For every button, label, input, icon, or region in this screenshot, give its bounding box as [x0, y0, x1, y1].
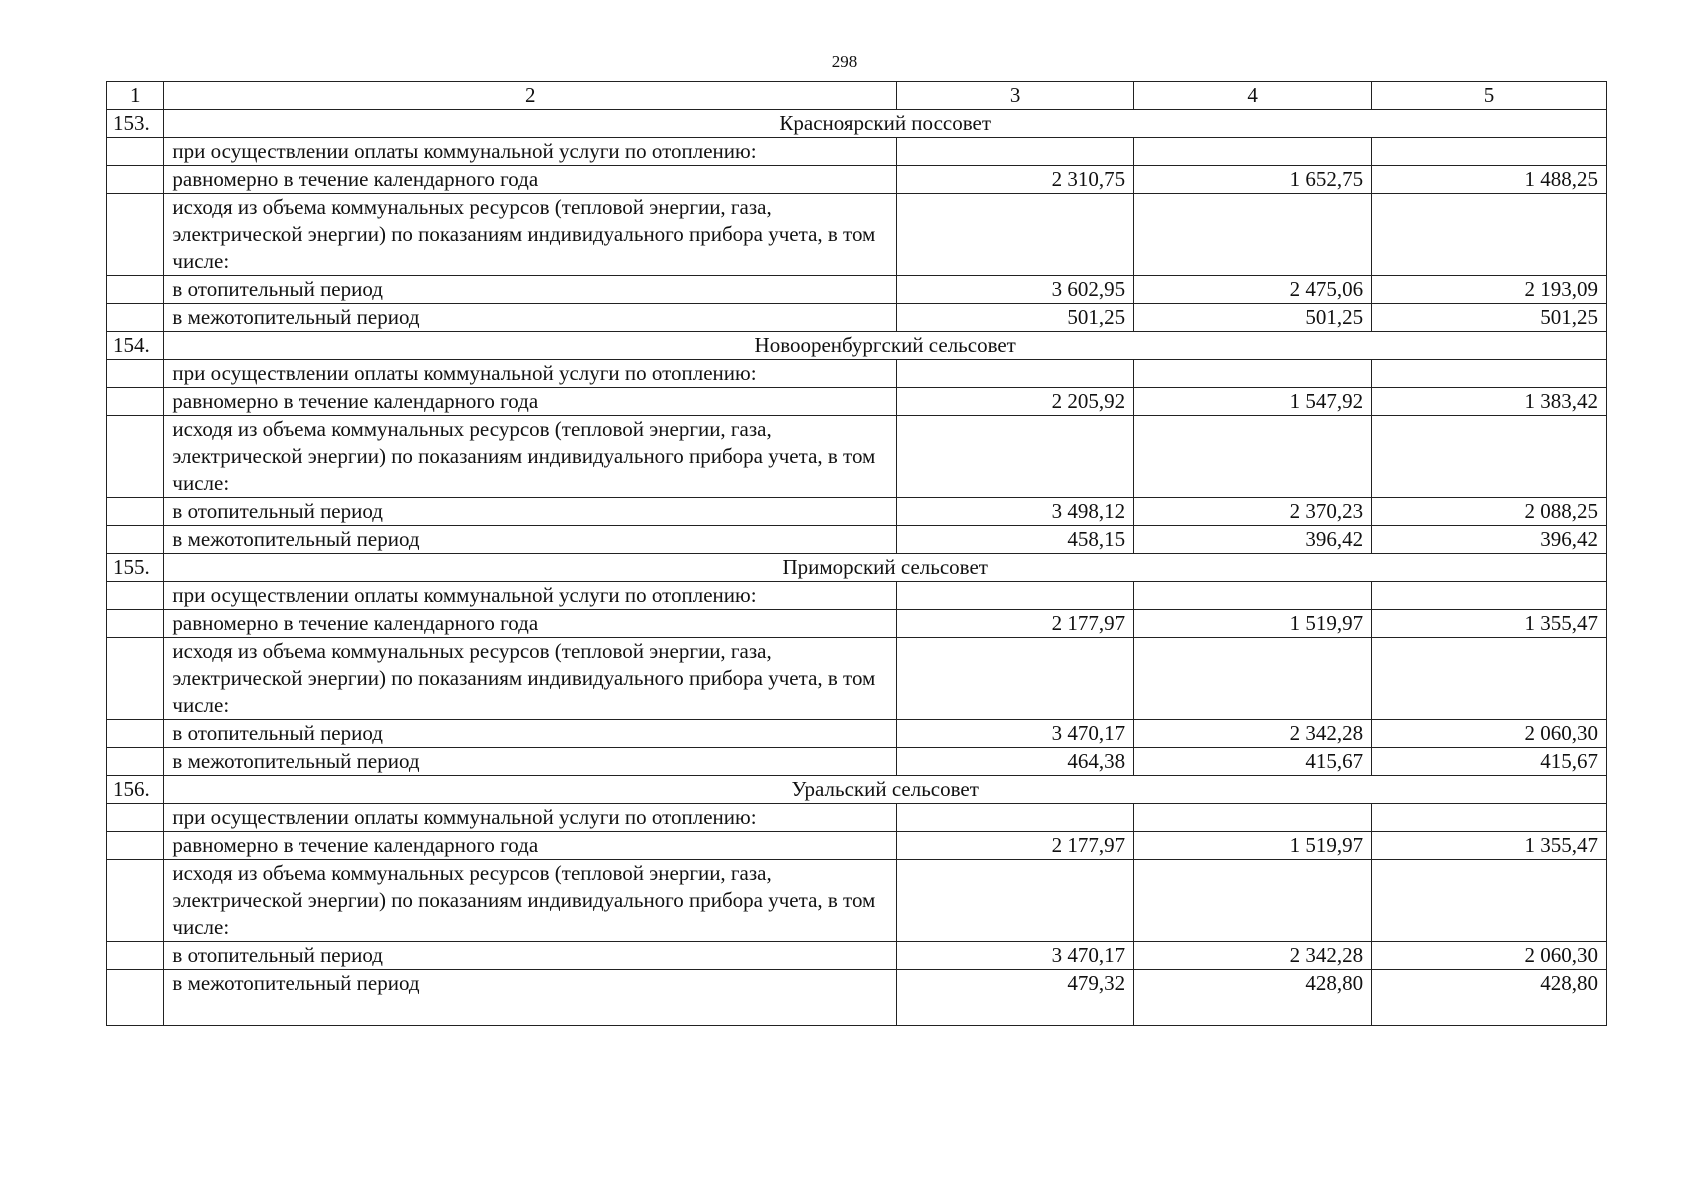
row-number-cell — [107, 970, 164, 1026]
value-cell — [897, 582, 1134, 610]
row-label: в отопительный период — [164, 942, 897, 970]
section-number: 154. — [107, 332, 164, 360]
value-cell: 2 193,09 — [1372, 276, 1607, 304]
table-row — [107, 638, 1607, 720]
table-row — [107, 526, 1607, 554]
value-cell — [1134, 582, 1372, 610]
row-number-cell — [107, 360, 164, 388]
value-cell — [1372, 194, 1607, 276]
row-number-cell — [107, 498, 164, 526]
row-label: в межотопительный период — [164, 526, 897, 554]
value-cell: 415,67 — [1134, 748, 1372, 776]
value-cell — [1134, 804, 1372, 832]
row-number-cell — [107, 610, 164, 638]
table-row — [107, 276, 1607, 304]
table-row — [107, 416, 1607, 498]
column-header: 4 — [1134, 82, 1372, 110]
row-number-cell — [107, 166, 164, 194]
value-cell: 2 342,28 — [1134, 942, 1372, 970]
row-number-cell — [107, 638, 164, 720]
value-cell: 501,25 — [1372, 304, 1607, 332]
row-label: в межотопительный период — [164, 748, 897, 776]
table-row — [107, 610, 1607, 638]
row-label: исходя из объема коммунальных ресурсов (тепловой энергии, газа, электрической энергии) по показаниям индивидуального прибора учета, в том числе: — [164, 416, 897, 498]
table-row — [107, 832, 1607, 860]
row-label: в отопительный период — [164, 720, 897, 748]
value-cell — [1134, 860, 1372, 942]
row-number-cell — [107, 416, 164, 498]
value-cell — [897, 804, 1134, 832]
section-title: Новооренбургский сельсовет — [164, 332, 1607, 360]
row-label: в межотопительный период — [164, 304, 897, 332]
row-number-cell — [107, 720, 164, 748]
section-row — [107, 554, 1607, 582]
table-row — [107, 194, 1607, 276]
row-number-cell — [107, 388, 164, 416]
row-label: при осуществлении оплаты коммунальной услуги по отоплению: — [164, 138, 897, 166]
value-cell — [1372, 416, 1607, 498]
row-number-cell — [107, 860, 164, 942]
value-cell: 2 177,97 — [897, 832, 1134, 860]
row-number-cell — [107, 194, 164, 276]
table-row — [107, 582, 1607, 610]
value-cell — [1372, 138, 1607, 166]
column-header: 2 — [164, 82, 897, 110]
table-row — [107, 970, 1607, 1026]
row-number-cell — [107, 276, 164, 304]
value-cell — [897, 360, 1134, 388]
value-cell: 415,67 — [1372, 748, 1607, 776]
value-cell: 428,80 — [1372, 970, 1607, 1026]
table-row — [107, 748, 1607, 776]
value-cell: 2 060,30 — [1372, 942, 1607, 970]
value-cell: 2 177,97 — [897, 610, 1134, 638]
row-label: равномерно в течение календарного года — [164, 832, 897, 860]
row-label: в отопительный период — [164, 276, 897, 304]
section-title: Красноярский поссовет — [164, 110, 1607, 138]
value-cell: 428,80 — [1134, 970, 1372, 1026]
value-cell — [1372, 360, 1607, 388]
column-header: 1 — [107, 82, 164, 110]
value-cell: 2 475,06 — [1134, 276, 1372, 304]
value-cell — [897, 638, 1134, 720]
value-cell: 464,38 — [897, 748, 1134, 776]
section-number: 155. — [107, 554, 164, 582]
value-cell — [1134, 360, 1372, 388]
row-label: при осуществлении оплаты коммунальной услуги по отоплению: — [164, 804, 897, 832]
section-title: Приморский сельсовет — [164, 554, 1607, 582]
value-cell — [1134, 638, 1372, 720]
value-cell: 501,25 — [1134, 304, 1372, 332]
row-label: исходя из объема коммунальных ресурсов (тепловой энергии, газа, электрической энергии) по показаниям индивидуального прибора учета, в том числе: — [164, 860, 897, 942]
table-row — [107, 860, 1607, 942]
value-cell: 1 652,75 — [1134, 166, 1372, 194]
value-cell — [1372, 638, 1607, 720]
value-cell: 3 470,17 — [897, 720, 1134, 748]
row-label: в отопительный период — [164, 498, 897, 526]
value-cell — [897, 416, 1134, 498]
value-cell — [1372, 804, 1607, 832]
value-cell: 479,32 — [897, 970, 1134, 1026]
section-row — [107, 776, 1607, 804]
column-header-row — [107, 82, 1607, 110]
value-cell: 2 060,30 — [1372, 720, 1607, 748]
section-number: 153. — [107, 110, 164, 138]
row-label: равномерно в течение календарного года — [164, 166, 897, 194]
value-cell — [1134, 194, 1372, 276]
value-cell — [897, 860, 1134, 942]
value-cell — [1134, 416, 1372, 498]
column-header: 3 — [897, 82, 1134, 110]
table-row — [107, 360, 1607, 388]
value-cell: 2 205,92 — [897, 388, 1134, 416]
column-header: 5 — [1372, 82, 1607, 110]
value-cell: 1 519,97 — [1134, 832, 1372, 860]
tariff-table — [106, 81, 1607, 1026]
row-label: в межотопительный период — [164, 970, 897, 1026]
row-label: равномерно в течение календарного года — [164, 388, 897, 416]
table-row — [107, 388, 1607, 416]
row-label: при осуществлении оплаты коммунальной услуги по отоплению: — [164, 360, 897, 388]
row-number-cell — [107, 138, 164, 166]
table-row — [107, 942, 1607, 970]
value-cell: 396,42 — [1134, 526, 1372, 554]
row-label: исходя из объема коммунальных ресурсов (тепловой энергии, газа, электрической энергии) по показаниям индивидуального прибора учета, в том числе: — [164, 638, 897, 720]
row-label: исходя из объема коммунальных ресурсов (тепловой энергии, газа, электрической энергии) по показаниям индивидуального прибора учета, в том числе: — [164, 194, 897, 276]
value-cell: 458,15 — [897, 526, 1134, 554]
value-cell: 501,25 — [897, 304, 1134, 332]
value-cell: 3 498,12 — [897, 498, 1134, 526]
row-label: равномерно в течение календарного года — [164, 610, 897, 638]
page-number: 298 — [831, 52, 858, 71]
value-cell — [1134, 138, 1372, 166]
table-row — [107, 720, 1607, 748]
section-row — [107, 110, 1607, 138]
row-number-cell — [107, 804, 164, 832]
table-row — [107, 166, 1607, 194]
value-cell — [1372, 860, 1607, 942]
row-number-cell — [107, 304, 164, 332]
row-label: при осуществлении оплаты коммунальной услуги по отоплению: — [164, 582, 897, 610]
value-cell — [897, 194, 1134, 276]
row-number-cell — [107, 832, 164, 860]
section-row — [107, 332, 1607, 360]
value-cell: 1 355,47 — [1372, 832, 1607, 860]
row-number-cell — [107, 526, 164, 554]
value-cell: 1 519,97 — [1134, 610, 1372, 638]
value-cell: 2 088,25 — [1372, 498, 1607, 526]
table-row — [107, 498, 1607, 526]
value-cell: 1 355,47 — [1372, 610, 1607, 638]
value-cell: 3 470,17 — [897, 942, 1134, 970]
value-cell: 1 547,92 — [1134, 388, 1372, 416]
value-cell: 1 488,25 — [1372, 166, 1607, 194]
row-number-cell — [107, 582, 164, 610]
table-row — [107, 304, 1607, 332]
value-cell: 1 383,42 — [1372, 388, 1607, 416]
row-number-cell — [107, 942, 164, 970]
section-title: Уральский сельсовет — [164, 776, 1607, 804]
value-cell — [897, 138, 1134, 166]
value-cell: 3 602,95 — [897, 276, 1134, 304]
section-number: 156. — [107, 776, 164, 804]
table-row — [107, 804, 1607, 832]
value-cell — [1372, 582, 1607, 610]
row-number-cell — [107, 748, 164, 776]
value-cell: 2 310,75 — [897, 166, 1134, 194]
value-cell: 2 370,23 — [1134, 498, 1372, 526]
table-row — [107, 138, 1607, 166]
value-cell: 396,42 — [1372, 526, 1607, 554]
value-cell: 2 342,28 — [1134, 720, 1372, 748]
